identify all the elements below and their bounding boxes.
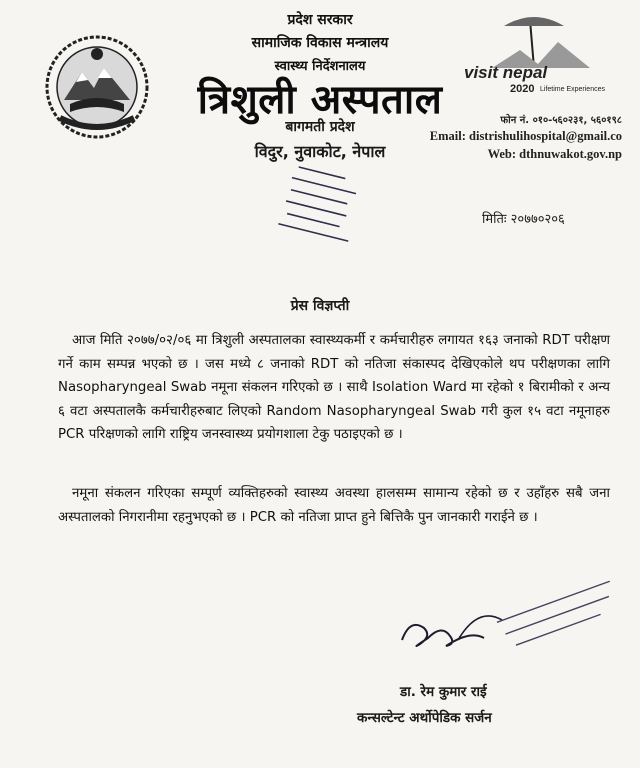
- hospital-address: विदुर, नुवाकोट, नेपाल: [254, 142, 386, 161]
- logo-year: 2020: [510, 83, 535, 95]
- email-address: Email: distrishulihospital@gmail.co: [429, 129, 622, 143]
- logo-text: visit nepal: [464, 63, 548, 82]
- header-line-3: स्वास्थ्य निर्देशनालय: [274, 59, 366, 74]
- signature: [398, 578, 628, 668]
- notice-paragraph-2: नमूना संकलन गरिएका सम्पूर्ण व्यक्तिहरुको स्वास्थ्य अवस्था हालसम्म सामान्य रहेको छ र उहाँहरु सबै जना अस्पतालको निगरानीमा रहनुभएको छ । PCR को नतिजा प्राप्त हुने बित्तिकै पुन जानकारी गराईने छ ।: [58, 486, 610, 525]
- hospital-stamp: [268, 158, 378, 254]
- province-name: बागमती प्रदेश: [285, 119, 355, 135]
- header-line-1: प्रदेश सरकार: [287, 12, 353, 28]
- letter-date: मितिः २०७७०२०६: [482, 212, 565, 227]
- signatory-designation: कन्सल्टेन्ट अर्थोपेडिक सर्जन: [357, 710, 492, 726]
- phone-number: फोन नं. ०१०-५६०२३१, ५६०१९८: [500, 115, 622, 126]
- logo-tagline: Lifetime Experiences: [540, 86, 605, 93]
- website: Web: dthnuwakot.gov.np: [487, 147, 622, 161]
- notice-paragraph-1: आज मिति २०७७/०२/०६ मा त्रिशुली अस्पतालका स्वास्थ्यकर्मी र कर्मचारीहरु लगायत १६३ जनाको RDT परीक्षण गर्ने काम सम्पन्न भएको छ । जस मध्ये ८ जनाको RDT को नतिजा संकास्पद देखिएकोले थप परीक्षणका लागि Nasopharyngeal Swab नमूना संकलन गरिएको छ । साथै Isolation Ward मा रहेको १ बिरामीको र अन्य ६ वटा अस्पतालकै कर्मचारीहरुबाट लिएको Random Nasopharyngeal Swab गरी कुल १५ वटा नमूनाहरु PCR परिक्षणको लागि राष्ट्रिय जनस्वास्थ्य प्रयोगशाला टेकु पठाइएको छ ।: [58, 333, 610, 442]
- notice-title: प्रेस विज्ञप्ती: [290, 298, 350, 314]
- header-line-2: सामाजिक विकास मन्त्रालय: [251, 35, 389, 51]
- signatory-name: डा. रेम कुमार राई: [400, 684, 487, 700]
- visit-nepal-logo: [462, 12, 612, 97]
- hospital-name: त्रिशुली अस्पताल: [197, 77, 443, 123]
